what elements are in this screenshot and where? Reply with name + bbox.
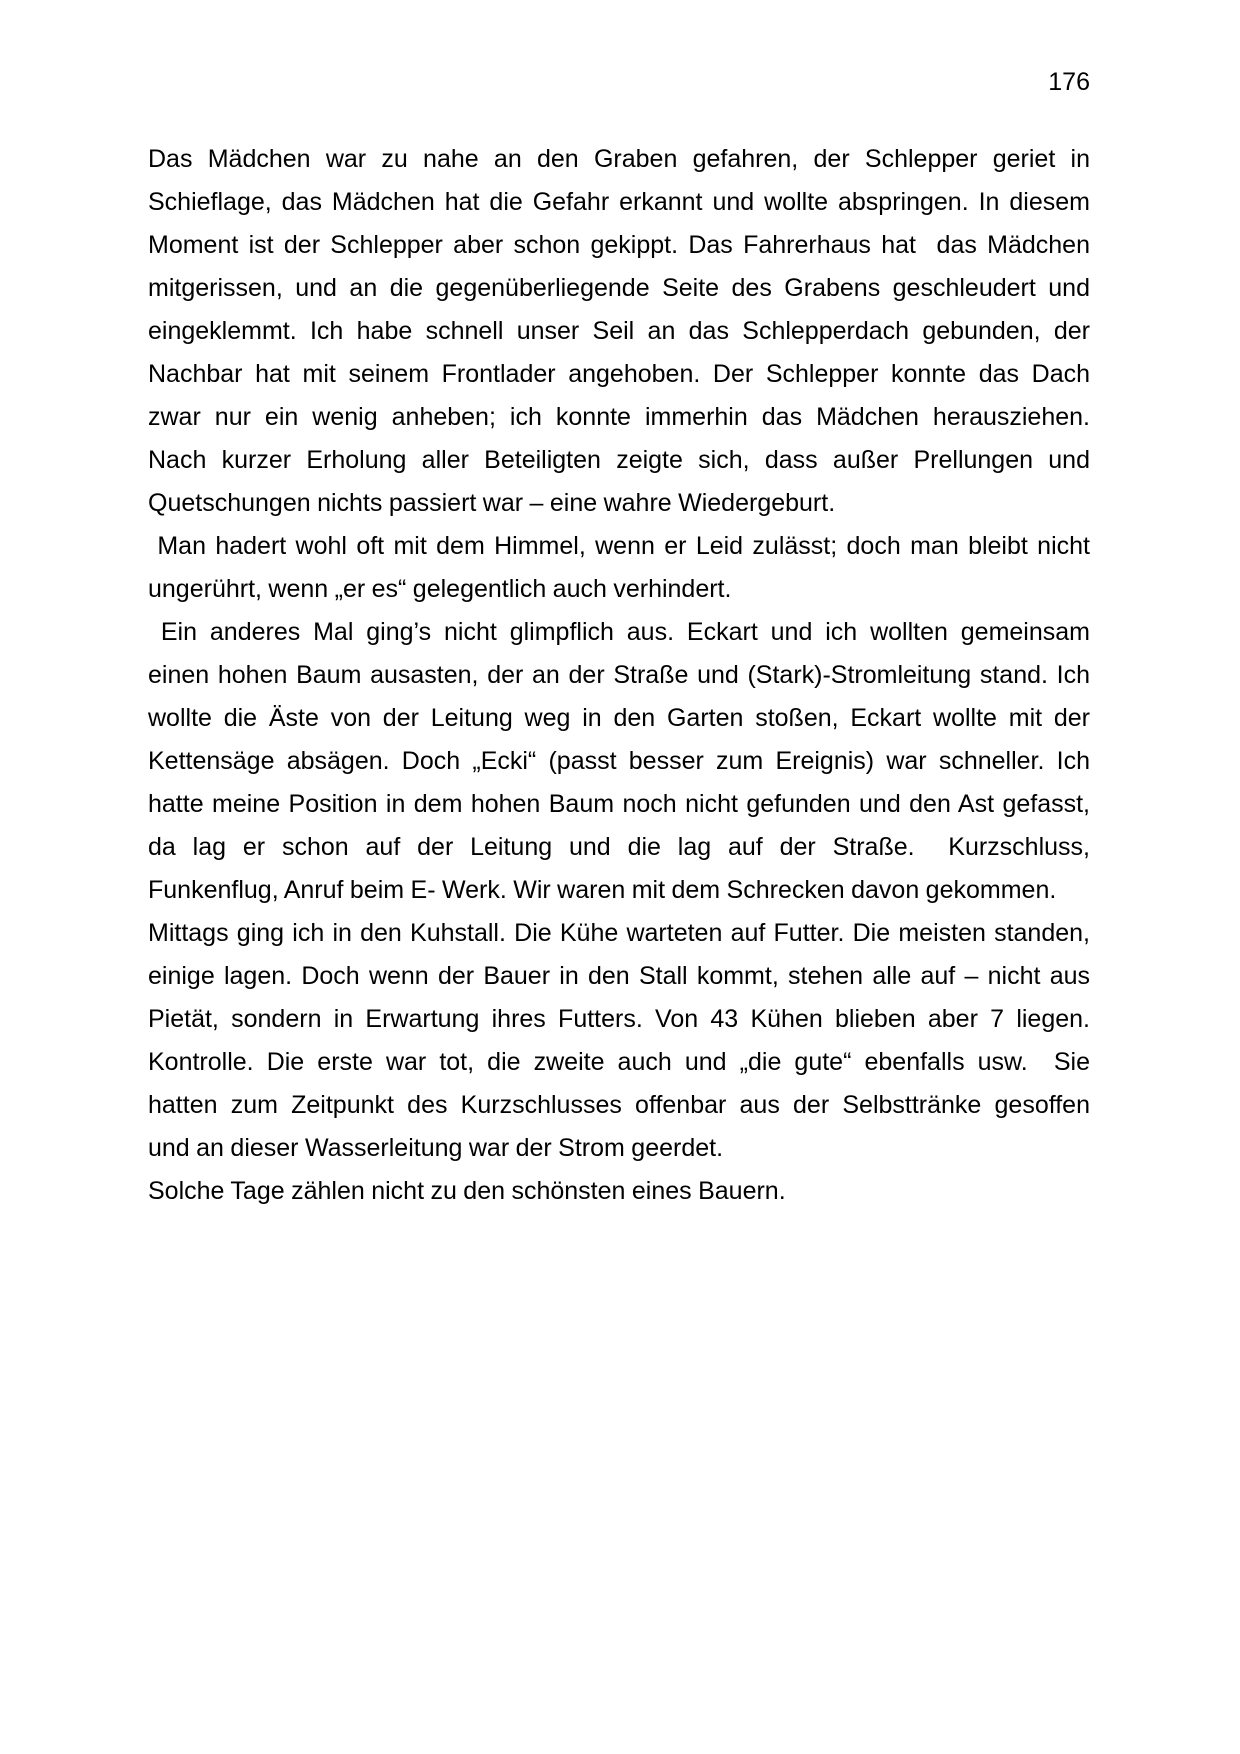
text-line: Moment ist der Schlepper aber schon gekippt. Das Fahrerhaus hat das Mädchen [148, 231, 1090, 259]
text-line: Kettensäge absägen. Doch „Ecki“ (passt besser zum Ereignis) war schneller. Ich [148, 747, 1090, 775]
text-line: Man hadert wohl oft mit dem Himmel, wenn er Leid zulässt; doch man bleibt nicht [148, 532, 1090, 560]
text-line: hatten zum Zeitpunkt des Kurzschlusses offenbar aus der Selbsttränke gesoffen [148, 1091, 1090, 1119]
text-line: Das Mädchen war zu nahe an den Graben gefahren, der Schlepper geriet in [148, 145, 1090, 173]
page-number: 176 [1048, 68, 1090, 96]
text-line: Mittags ging ich in den Kuhstall. Die Kühe warteten auf Futter. Die meisten standen, [148, 919, 1090, 947]
text-line: einige lagen. Doch wenn der Bauer in den Stall kommt, stehen alle auf – nicht aus [148, 962, 1090, 990]
text-line: Schieflage, das Mädchen hat die Gefahr erkannt und wollte abspringen. In diesem [148, 188, 1090, 216]
text-line: Kontrolle. Die erste war tot, die zweite auch und „die gute“ ebenfalls usw. Sie [148, 1048, 1090, 1076]
text-line: einen hohen Baum ausasten, der an der Straße und (Stark)-Stromleitung stand. Ich [148, 661, 1090, 689]
text-line: eingeklemmt. Ich habe schnell unser Seil an das Schlepperdach gebunden, der [148, 317, 1090, 345]
text-line: Ein anderes Mal ging’s nicht glimpflich aus. Eckart und ich wollten gemeinsam [148, 618, 1090, 646]
text-line: Nachbar hat mit seinem Frontlader angehoben. Der Schlepper konnte das Dach [148, 360, 1090, 388]
text-line: hatte meine Position in dem hohen Baum noch nicht gefunden und den Ast gefasst, [148, 790, 1090, 818]
text-line: da lag er schon auf der Leitung und die lag auf der Straße. Kurzschluss, [148, 833, 1090, 861]
text-line: Solche Tage zählen nicht zu den schönsten eines Bauern. [148, 1177, 786, 1205]
text-line: Pietät, sondern in Erwartung ihres Futters. Von 43 Kühen blieben aber 7 liegen. [148, 1005, 1090, 1033]
body-text [148, 138, 1090, 1213]
text-line: Quetschungen nichts passiert war – eine wahre Wiedergeburt. [148, 489, 836, 517]
text-line: und an dieser Wasserleitung war der Strom geerdet. [148, 1134, 724, 1162]
text-line: wollte die Äste von der Leitung weg in den Garten stoßen, Eckart wollte mit der [148, 704, 1090, 732]
text-line: mitgerissen, und an die gegenüberliegende Seite des Grabens geschleudert und [148, 274, 1090, 302]
text-line: Nach kurzer Erholung aller Beteiligten zeigte sich, dass außer Prellungen und [148, 446, 1090, 474]
text-line: ungerührt, wenn „er es“ gelegentlich auch verhindert. [148, 575, 732, 603]
text-line: Funkenflug, Anruf beim E- Werk. Wir waren mit dem Schrecken davon gekommen. [148, 876, 1057, 904]
text-line: zwar nur ein wenig anheben; ich konnte immerhin das Mädchen herausziehen. [148, 403, 1090, 431]
